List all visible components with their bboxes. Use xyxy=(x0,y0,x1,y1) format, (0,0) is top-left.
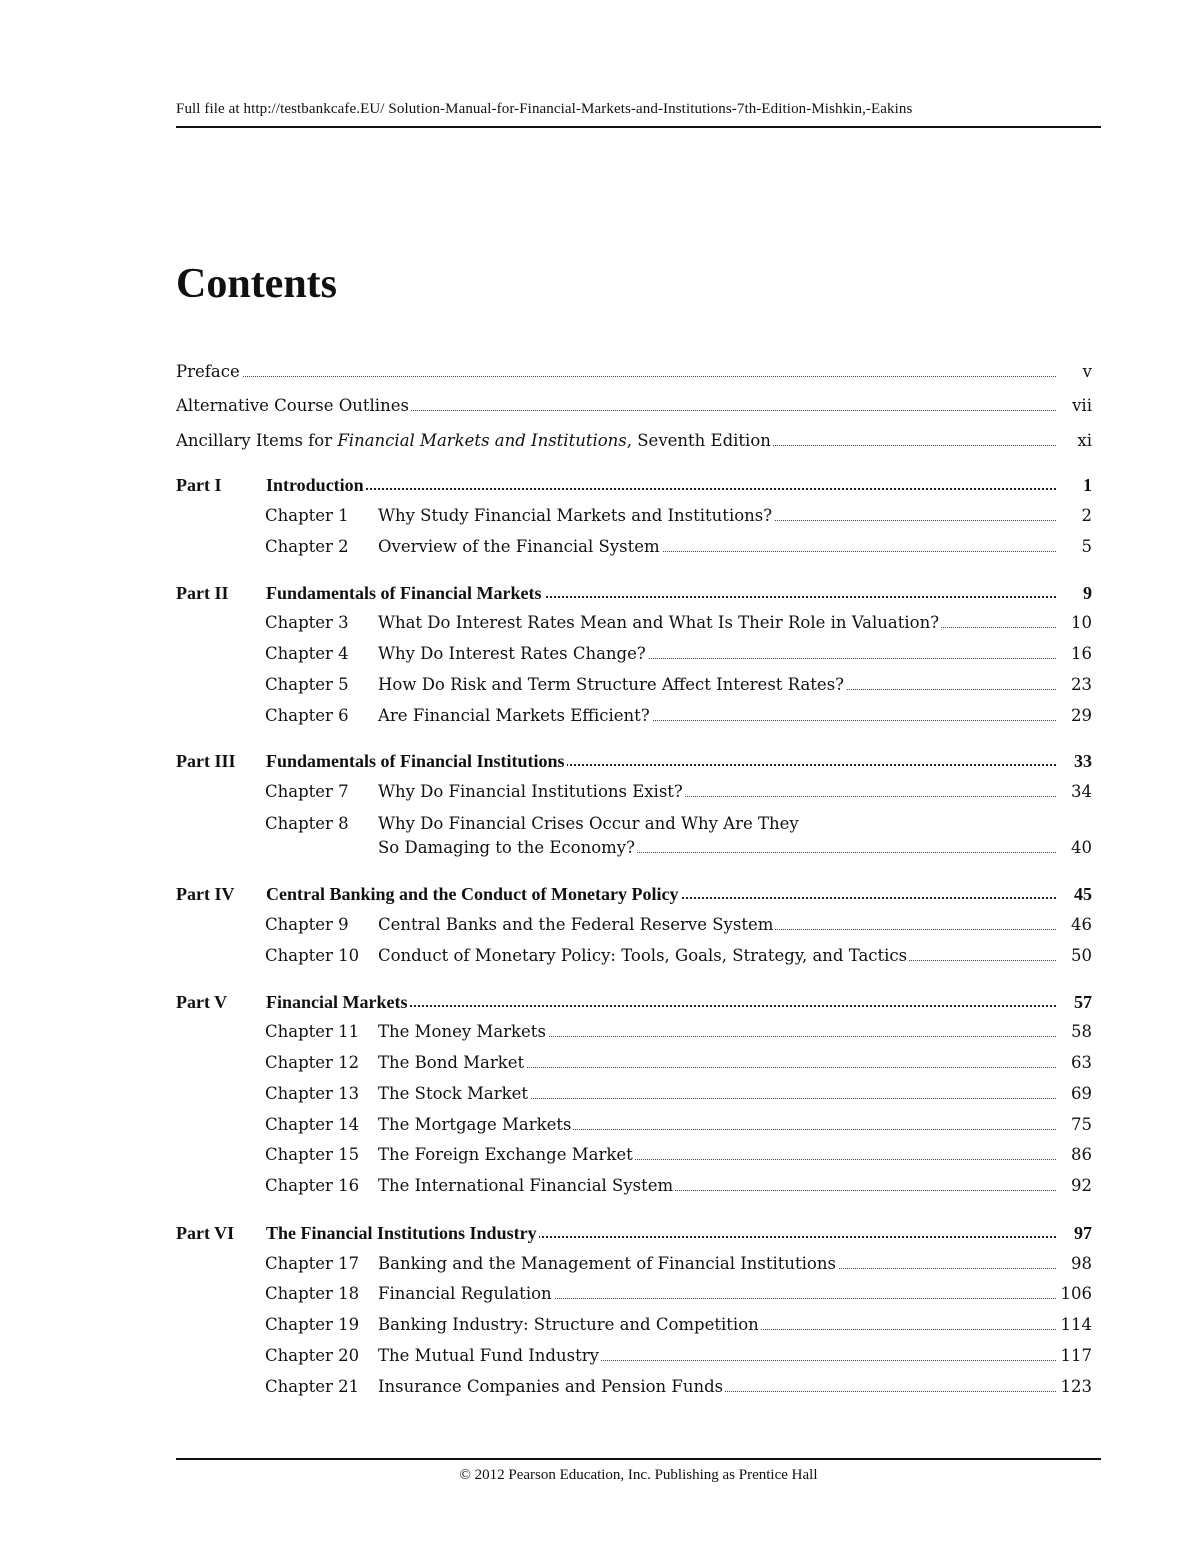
chapter-title: The Stock Market xyxy=(378,1081,1056,1107)
toc-page-number: 50 xyxy=(1071,946,1092,965)
chapter-label: Chapter 3 xyxy=(265,613,349,632)
toc-chapter-9[interactable] xyxy=(176,912,1096,938)
chapter-label: Chapter 15 xyxy=(265,1145,360,1164)
part-title: The Financial Institutions Industry xyxy=(266,1220,1056,1246)
chapter-title: The Mortgage Markets xyxy=(378,1112,1056,1138)
chapter-title: Banking Industry: Structure and Competition xyxy=(378,1312,1056,1338)
toc-page-number: 10 xyxy=(1071,613,1092,632)
toc-part-3[interactable] xyxy=(176,748,1096,774)
chapter-label: Chapter 6 xyxy=(265,706,349,725)
toc-page-number: 98 xyxy=(1071,1254,1092,1273)
toc-chapter-8[interactable] xyxy=(176,811,1096,837)
part-title: Fundamentals of Financial Markets xyxy=(266,580,1056,606)
toc-entry-title: Preface xyxy=(176,359,1056,385)
toc-chapter-7[interactable] xyxy=(176,779,1096,805)
toc-chapter-16[interactable] xyxy=(176,1173,1096,1199)
toc-page-number: 1 xyxy=(1083,475,1092,495)
page-title: Contents xyxy=(176,261,338,307)
toc-chapter-10[interactable] xyxy=(176,943,1096,969)
toc-page-number: 23 xyxy=(1071,675,1092,694)
chapter-title: Why Do Financial Institutions Exist? xyxy=(378,779,1056,805)
part-title: Fundamentals of Financial Institutions xyxy=(266,748,1056,774)
chapter-label: Chapter 8 xyxy=(265,814,349,833)
toc-entry-course-outlines[interactable] xyxy=(176,393,1096,419)
toc-chapter-20[interactable] xyxy=(176,1343,1096,1369)
book-title-italic: Financial Markets and Institutions xyxy=(337,431,627,450)
toc-page-number: v xyxy=(1082,362,1092,381)
chapter-label: Chapter 16 xyxy=(265,1176,360,1195)
toc-page-number: 57 xyxy=(1074,992,1092,1012)
toc-chapter-14[interactable] xyxy=(176,1112,1096,1138)
chapter-label: Chapter 19 xyxy=(265,1315,360,1334)
chapter-label: Chapter 18 xyxy=(265,1284,360,1303)
chapter-label: Chapter 20 xyxy=(265,1346,360,1365)
chapter-label: Chapter 4 xyxy=(265,644,349,663)
toc-page-number: 9 xyxy=(1083,583,1092,603)
chapter-label: Chapter 12 xyxy=(265,1053,360,1072)
toc-page-number: 40 xyxy=(1071,838,1092,857)
toc-chapter-12[interactable] xyxy=(176,1050,1096,1076)
chapter-title: Why Do Interest Rates Change? xyxy=(378,641,1056,667)
toc-part-6[interactable] xyxy=(176,1220,1096,1246)
page-footer xyxy=(176,1458,1101,1486)
chapter-title: Overview of the Financial System xyxy=(378,534,1056,560)
chapter-label: Chapter 2 xyxy=(265,537,349,556)
chapter-label: Chapter 9 xyxy=(265,915,349,934)
part-label: Part II xyxy=(176,583,229,603)
toc-chapter-13[interactable] xyxy=(176,1081,1096,1107)
copyright-text: © 2012 Pearson Education, Inc. Publishing as Prentice Hall xyxy=(459,1467,818,1483)
chapter-title: Conduct of Monetary Policy: Tools, Goals, Strategy, and Tactics xyxy=(378,943,1056,969)
toc-page-number: 63 xyxy=(1071,1053,1092,1072)
toc-page-number: xi xyxy=(1077,431,1092,450)
toc-page-number: 123 xyxy=(1060,1377,1092,1396)
toc-part-2[interactable] xyxy=(176,580,1096,606)
part-title: Financial Markets xyxy=(266,989,1056,1015)
chapter-label: Chapter 21 xyxy=(265,1377,360,1396)
part-label: Part III xyxy=(176,751,236,771)
chapter-title: The Bond Market xyxy=(378,1050,1056,1076)
toc-part-4[interactable] xyxy=(176,881,1096,907)
toc-chapter-21[interactable] xyxy=(176,1374,1096,1400)
toc-chapter-5[interactable] xyxy=(176,672,1096,698)
toc-entry-title: Alternative Course Outlines xyxy=(176,393,1056,419)
toc-chapter-3[interactable] xyxy=(176,610,1096,636)
chapter-title: Why Do Financial Crises Occur and Why Are They xyxy=(378,814,799,833)
toc-chapter-6[interactable] xyxy=(176,703,1096,729)
chapter-title: Banking and the Management of Financial Institutions xyxy=(378,1251,1056,1277)
toc-part-5[interactable] xyxy=(176,989,1096,1015)
chapter-label: Chapter 17 xyxy=(265,1254,360,1273)
chapter-label: Chapter 1 xyxy=(265,506,349,525)
part-label: Part VI xyxy=(176,1223,235,1243)
toc-page-number: 34 xyxy=(1071,782,1092,801)
toc-page-number: 29 xyxy=(1071,706,1092,725)
toc-page-number: 5 xyxy=(1081,537,1092,556)
part-label: Part I xyxy=(176,475,222,495)
chapter-title: Are Financial Markets Efficient? xyxy=(378,703,1056,729)
toc-page-number: 114 xyxy=(1060,1315,1092,1334)
toc-entry-title: Ancillary Items for Financial Markets and Institutions, Seventh Edition xyxy=(176,428,1056,454)
chapter-title: What Do Interest Rates Mean and What Is Their Role in Valuation? xyxy=(378,610,1056,636)
chapter-title: The International Financial System xyxy=(378,1173,1056,1199)
chapter-label: Chapter 10 xyxy=(265,946,360,965)
toc-page-number: 117 xyxy=(1060,1346,1092,1365)
toc-chapter-18[interactable] xyxy=(176,1281,1096,1307)
chapter-label: Chapter 13 xyxy=(265,1084,360,1103)
toc-entry-ancillary-items[interactable] xyxy=(176,428,1096,454)
toc-chapter-15[interactable] xyxy=(176,1142,1096,1168)
chapter-title: Insurance Companies and Pension Funds xyxy=(378,1374,1056,1400)
toc-chapter-11[interactable] xyxy=(176,1019,1096,1045)
chapter-label: Chapter 14 xyxy=(265,1115,360,1134)
toc-page-number: 69 xyxy=(1071,1084,1092,1103)
chapter-title: How Do Risk and Term Structure Affect Interest Rates? xyxy=(378,672,1056,698)
chapter-label: Chapter 7 xyxy=(265,782,349,801)
toc-page-number: 106 xyxy=(1060,1284,1092,1303)
chapter-label: Chapter 5 xyxy=(265,675,349,694)
toc-page-number: vii xyxy=(1072,396,1092,415)
chapter-title: The Foreign Exchange Market xyxy=(378,1142,1056,1168)
toc-page-number: 2 xyxy=(1081,506,1092,525)
chapter-title: Central Banks and the Federal Reserve System xyxy=(378,912,1056,938)
chapter-title-line2: So Damaging to the Economy? xyxy=(378,835,1056,861)
part-label: Part V xyxy=(176,992,228,1012)
toc-entry-preface[interactable] xyxy=(176,359,1096,385)
toc-page-number: 92 xyxy=(1071,1176,1092,1195)
header-text: Full file at http://testbankcafe.EU/ Solution-Manual-for-Financial-Markets-and-Institutions-7th-Edition-Mishkin,-Eakins xyxy=(176,101,913,117)
toc-chapter-19[interactable] xyxy=(176,1312,1096,1338)
toc-page-number: 33 xyxy=(1074,751,1092,771)
table-of-contents xyxy=(176,0,1096,1553)
toc-page-number: 86 xyxy=(1071,1145,1092,1164)
toc-chapter-17[interactable] xyxy=(176,1251,1096,1277)
part-label: Part IV xyxy=(176,884,235,904)
toc-chapter-8-continued[interactable] xyxy=(176,835,1096,861)
chapter-title: Why Study Financial Markets and Institutions? xyxy=(378,503,1056,529)
toc-chapter-4[interactable] xyxy=(176,641,1096,667)
toc-page-number: 46 xyxy=(1071,915,1092,934)
toc-chapter-2[interactable] xyxy=(176,534,1096,560)
chapter-title: The Mutual Fund Industry xyxy=(378,1343,1056,1369)
toc-page-number: 16 xyxy=(1071,644,1092,663)
chapter-label: Chapter 11 xyxy=(265,1022,360,1041)
toc-page-number: 45 xyxy=(1074,884,1092,904)
toc-page-number: 75 xyxy=(1071,1115,1092,1134)
part-title: Central Banking and the Conduct of Monetary Policy xyxy=(266,881,1056,907)
toc-page-number: 58 xyxy=(1071,1022,1092,1041)
part-title: Introduction xyxy=(266,472,1056,498)
toc-chapter-1[interactable] xyxy=(176,503,1096,529)
chapter-title: The Money Markets xyxy=(378,1019,1056,1045)
toc-part-1[interactable] xyxy=(176,472,1096,498)
toc-page-number: 97 xyxy=(1074,1223,1092,1243)
chapter-title: Financial Regulation xyxy=(378,1281,1056,1307)
